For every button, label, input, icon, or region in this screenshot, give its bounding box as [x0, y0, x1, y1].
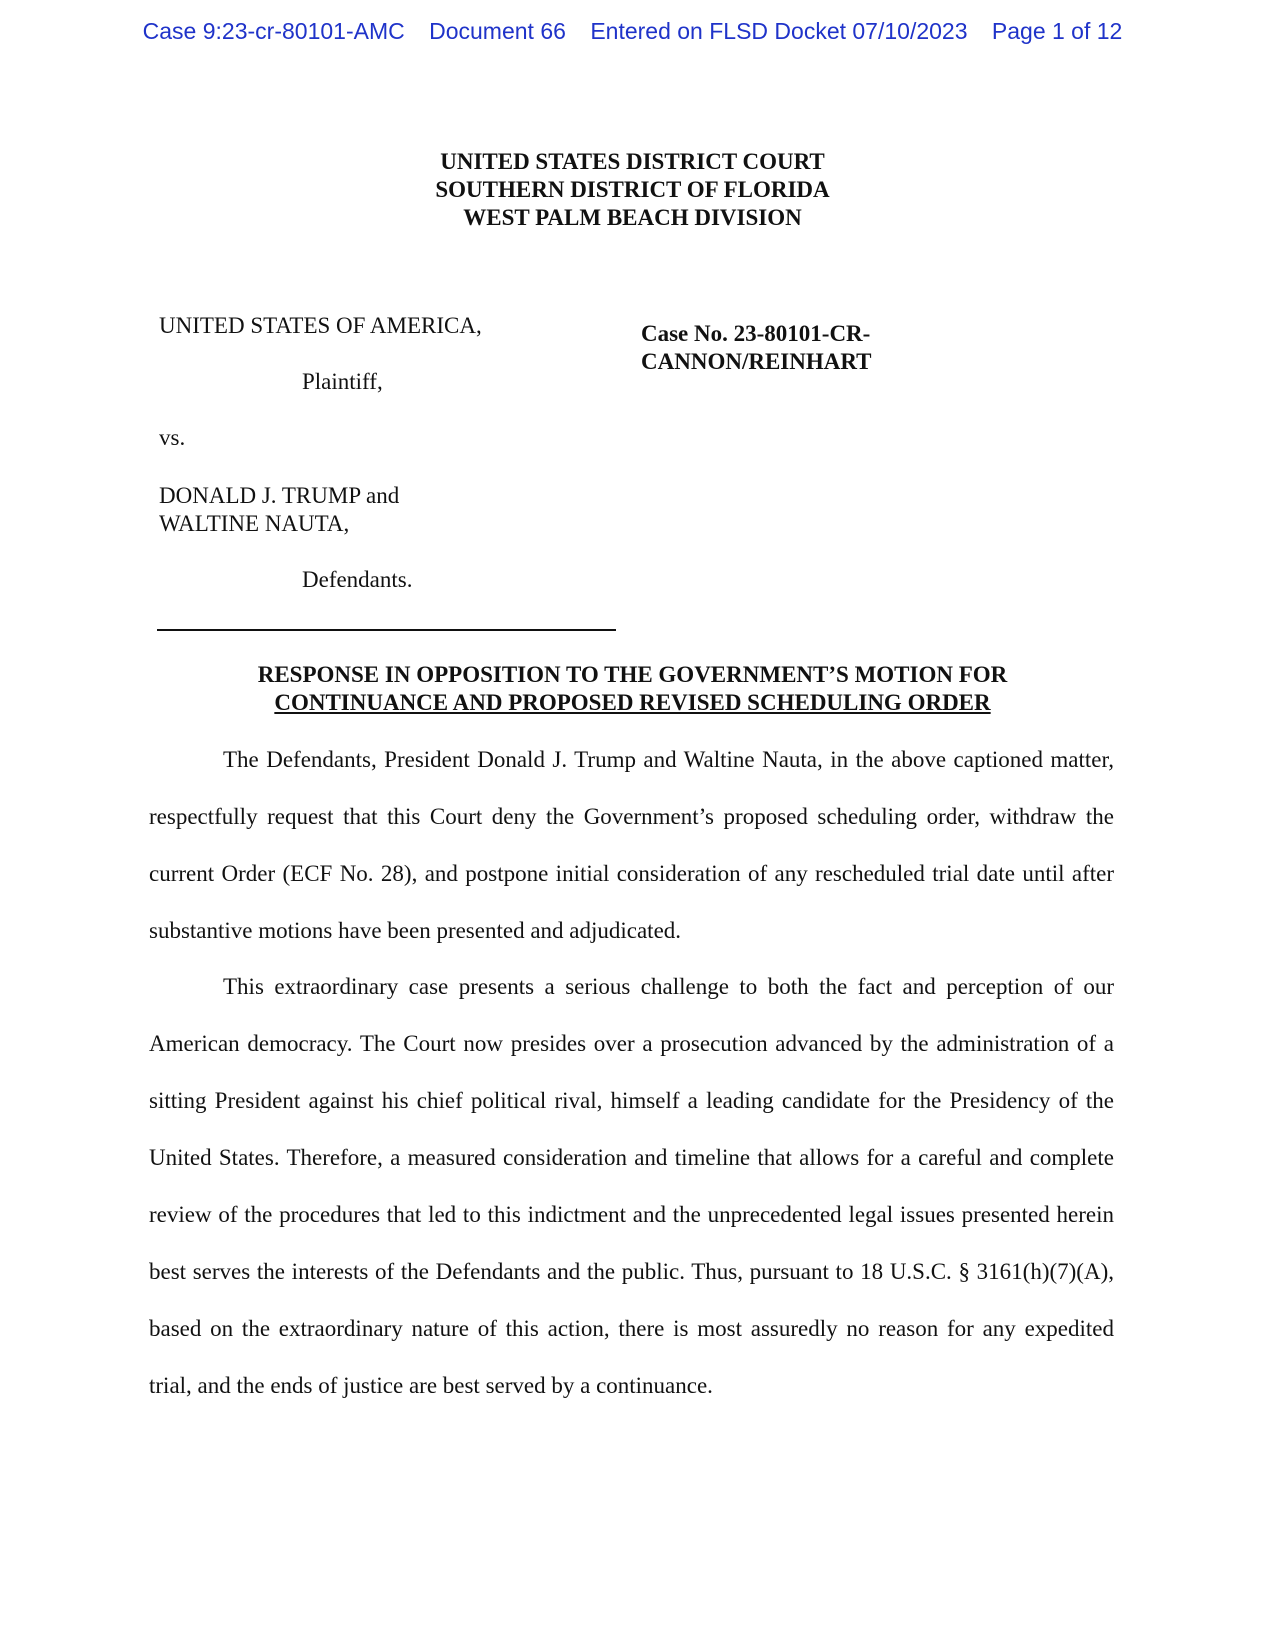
court-heading — [0, 148, 1265, 232]
body-paragraph-2: This extraordinary case presents a serious challenge to both the fact and perception of our American democracy. The Court now presides over a prosecution advanced by the administration of a sitting President against his chief political rival, himself a leading candidate for the Presidency of the United States. Therefore, a measured consideration and timeline that allows for a careful and complete review of the procedures that led to this indictment and the unprecedented legal issues presented herein best serves the interests of the Defendants and the public. Thus, pursuant to 18 U.S.C. § 3161(h)(7)(A), based on the extraordinary nature of this action, there is most assuredly no reason for any expedited trial, and the ends of justice are best served by a continuance. — [149, 974, 1114, 1398]
versus-label: vs. — [159, 425, 186, 450]
docket-document-number: Document 66 — [429, 18, 566, 44]
plaintiff-role: Plaintiff, — [302, 369, 383, 394]
caption-divider — [157, 629, 616, 631]
court-name: UNITED STATES DISTRICT COURT — [440, 149, 825, 174]
court-district: SOUTHERN DISTRICT OF FLORIDA — [435, 177, 830, 202]
defendant-role: Defendants. — [302, 567, 413, 592]
body-paragraph-1: The Defendants, President Donald J. Trump and Waltine Nauta, in the above captioned matter, respectfully request that this Court deny the Government’s proposed scheduling order, withdraw the current Order (ECF No. 28), and postpone initial consideration of any rescheduled trial date until after substantive motions have been presented and adjudicated. — [149, 747, 1114, 943]
docket-entry-date: Entered on FLSD Docket 07/10/2023 — [590, 18, 968, 44]
motion-title-line1: RESPONSE IN OPPOSITION TO THE GOVERNMENT’S MOTION FOR — [257, 662, 1008, 687]
defendant-name-line1: DONALD J. TRUMP and — [159, 483, 400, 508]
motion-title-line2: CONTINUANCE AND PROPOSED REVISED SCHEDULING ORDER — [274, 690, 991, 715]
docket-header — [0, 18, 1265, 45]
case-number-line2: CANNON/REINHART — [641, 349, 872, 374]
motion-title — [0, 661, 1265, 717]
defendant-name-line2: WALTINE NAUTA, — [159, 511, 350, 536]
docket-page-count: Page 1 of 12 — [991, 18, 1123, 44]
court-division: WEST PALM BEACH DIVISION — [463, 205, 802, 230]
docket-case-number: Case 9:23-cr-80101-AMC — [142, 18, 405, 44]
plaintiff-name: UNITED STATES OF AMERICA, — [159, 313, 482, 338]
case-number-block — [641, 320, 871, 376]
case-number-line1: Case No. 23-80101-CR- — [641, 321, 871, 346]
